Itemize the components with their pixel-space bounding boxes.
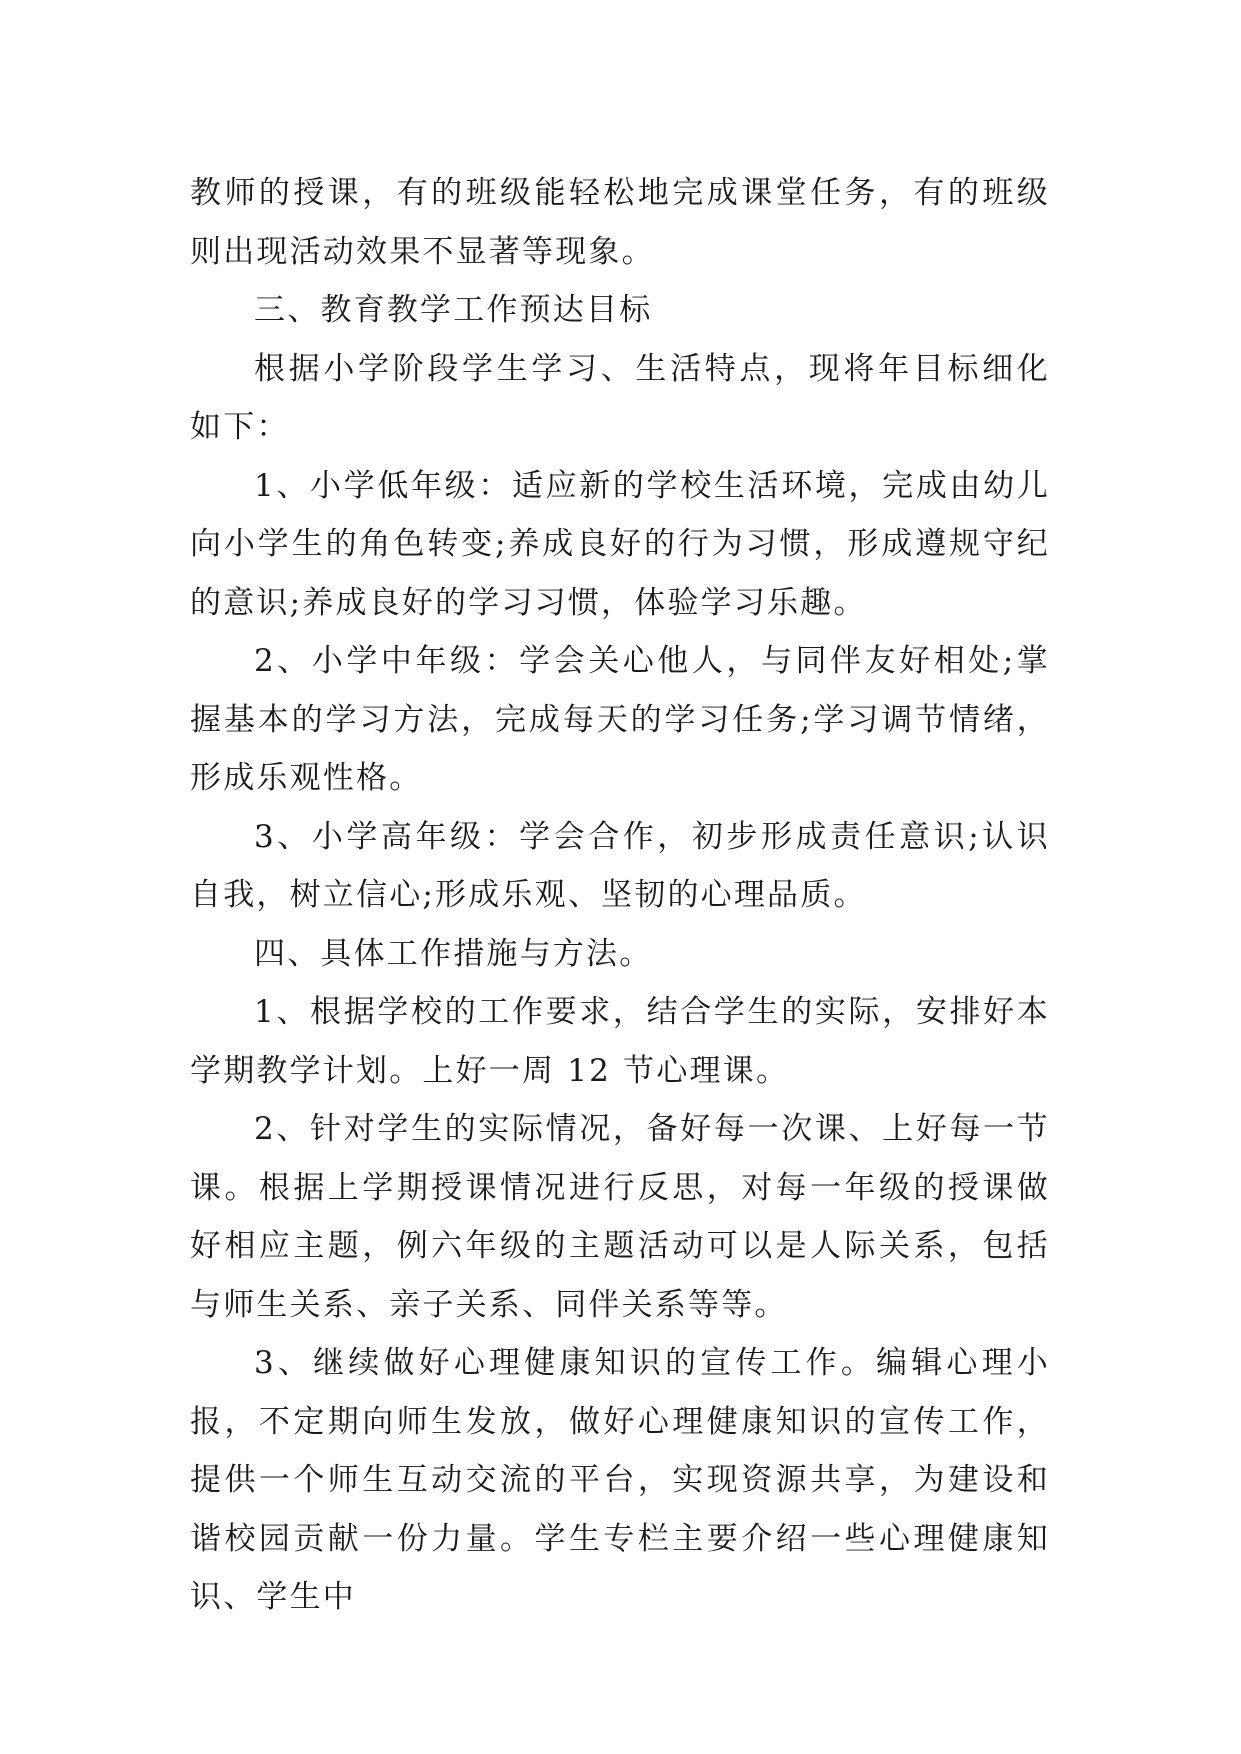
paragraph-upper-grades: 3、小学高年级：学会合作，初步形成责任意识;认识自我，树立信心;形成乐观、坚韧的心理品质。 <box>190 818 1050 913</box>
paragraph-1: 教师的授课，有的班级能轻松地完成课堂任务，有的班级则出现活动效果不显著等现象。 <box>190 175 1050 270</box>
section-heading-measures: 四、具体工作措施与方法。 <box>254 935 653 972</box>
paragraph-measure-2: 2、针对学生的实际情况，备好每一次课、上好每一节课。根据上学期授课情况进行反思，对每一年级的授课做好相应主题，例六年级的主题活动可以是人际关系，包括与师生关系、亲子关系、同伴关系等等。 <box>190 1111 1050 1323</box>
paragraph-goals-intro: 根据小学阶段学生学习、生活特点，现将年目标细化如下： <box>190 350 1050 445</box>
document-body <box>190 164 1050 1627</box>
paragraph-middle-grades: 2、小学中年级：学会关心他人，与同伴友好相处;掌握基本的学习方法，完成每天的学习任务;学习调节情绪，形成乐观性格。 <box>190 643 1050 796</box>
section-heading-goals: 三、教育教学工作预达目标 <box>254 292 653 328</box>
paragraph-measure-1: 1、根据学校的工作要求，结合学生的实际，安排好本学期教学计划。上好一周 12 节心理课。 <box>190 994 1050 1089</box>
paragraph-lower-grades: 1、小学低年级：适应新的学校生活环境，完成由幼儿向小学生的角色转变;养成良好的行为习惯，形成遵规守纪的意识;养成良好的学习习惯，体验学习乐趣。 <box>190 467 1050 621</box>
paragraph-measure-3: 3、继续做好心理健康知识的宣传工作。编辑心理小报，不定期向师生发放，做好心理健康知识的宣传工作，提供一个师生互动交流的平台，实现资源共享，为建设和谐校园贡献一份力量。学生专栏主要介绍一些心理健康知识、学生中 <box>190 1345 1050 1615</box>
